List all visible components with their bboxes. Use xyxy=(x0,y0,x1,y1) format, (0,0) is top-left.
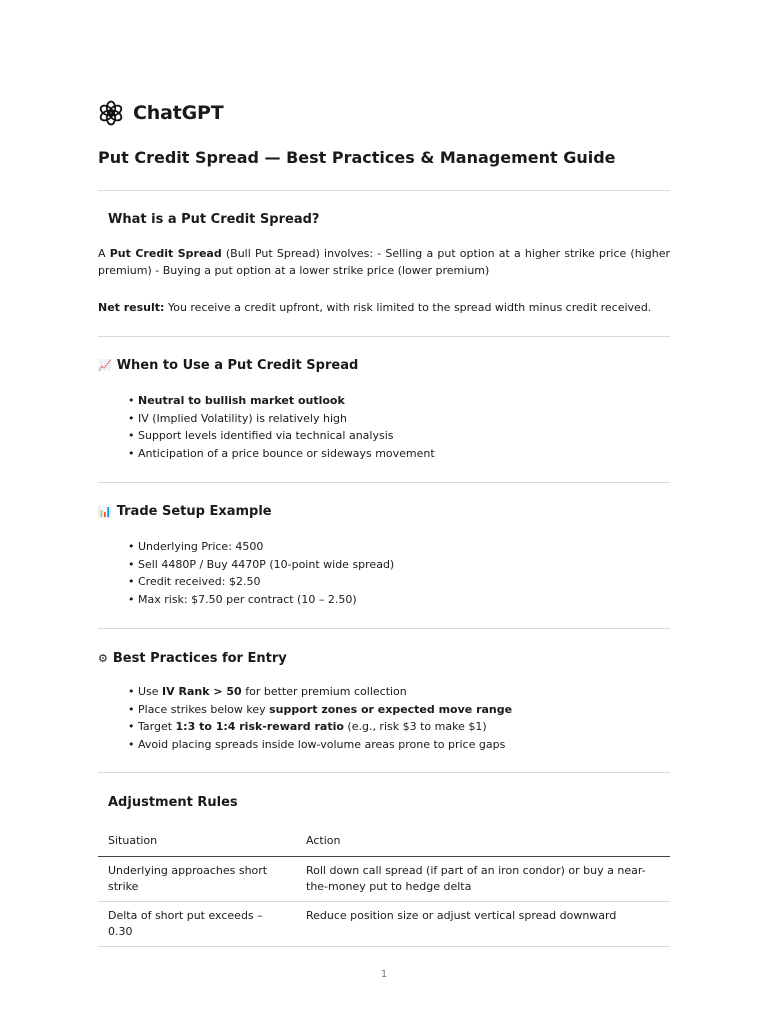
table-row xyxy=(98,902,670,947)
list-item: • IV (Implied Volatility) is relatively high xyxy=(128,410,435,428)
divider xyxy=(98,772,670,773)
list-item-text: Target xyxy=(138,720,176,733)
net-result-text: You receive a credit upfront, with risk limited to the spread width minus credit received. xyxy=(164,301,652,314)
table-cell: Reduce position size or adjust vertical spread downward xyxy=(296,902,670,947)
list-item xyxy=(128,736,512,754)
net-result-label: Net result: xyxy=(98,301,165,314)
when-to-use-list xyxy=(128,392,435,462)
list-item-text: for better premium collection xyxy=(241,685,407,698)
section-heading-text: Best Practices for Entry xyxy=(112,651,287,666)
table-row xyxy=(98,857,670,902)
list-item: • Sell 4480P / Buy 4470P (10-point wide spread) xyxy=(128,556,394,574)
section-heading-text: Trade Setup Example xyxy=(116,504,272,519)
list-item: • Credit received: $2.50 xyxy=(128,573,394,591)
divider xyxy=(98,190,670,191)
section-heading-best-practices xyxy=(98,651,287,666)
section-heading-trade-setup xyxy=(98,504,272,519)
intro-rest: (Bull Put Spread) involves: - Selling a put option at a higher strike price (higher premium) - Buying a put option at a lower strike price (lower premium) xyxy=(98,247,670,277)
list-item: • Anticipation of a price bounce or sideways movement xyxy=(128,445,435,463)
list-item-bold: support zones or expected move range xyxy=(269,702,513,716)
divider xyxy=(98,628,670,629)
adjustment-table xyxy=(98,826,670,947)
list-item-bold: 1:3 to 1:4 risk-reward ratio xyxy=(175,720,344,733)
list-item: • Max risk: $7.50 per contract (10 – 2.50) xyxy=(128,591,394,609)
column-header: Situation xyxy=(98,826,296,857)
trade-setup-list xyxy=(128,538,394,608)
bar-chart-icon: 📊 xyxy=(98,505,112,518)
page-title: Put Credit Spread — Best Practices & Management Guide xyxy=(98,148,616,167)
section-heading-text: When to Use a Put Credit Spread xyxy=(116,358,359,373)
list-item xyxy=(128,683,512,701)
divider xyxy=(98,482,670,483)
chart-up-icon: 📈 xyxy=(98,359,112,372)
list-item-bold: IV Rank > 50 xyxy=(162,685,242,698)
intro-prefix: A xyxy=(98,247,110,260)
list-item xyxy=(128,718,512,736)
list-item xyxy=(128,701,512,719)
table-cell: Roll down call spread (if part of an iron condor) or buy a near-the-money put to hedge delta xyxy=(296,857,670,902)
section-heading-what-is: What is a Put Credit Spread? xyxy=(108,212,320,227)
table-cell: Delta of short put exceeds –0.30 xyxy=(98,902,296,947)
brand-name: ChatGPT xyxy=(133,102,224,124)
list-item: • Underlying Price: 4500 xyxy=(128,538,394,556)
net-result-paragraph xyxy=(98,299,670,316)
gear-icon: ⚙ xyxy=(98,652,108,665)
list-item xyxy=(128,392,435,410)
column-header: Action xyxy=(296,826,670,857)
list-item-text: Avoid placing spreads inside low-volume areas prone to price gaps xyxy=(138,737,506,751)
list-item: • Support levels identified via technical analysis xyxy=(128,427,435,445)
page-number: 1 xyxy=(380,969,388,980)
table-header-row xyxy=(98,826,670,857)
intro-paragraph xyxy=(98,245,670,279)
header xyxy=(98,100,223,126)
best-practices-list xyxy=(128,683,512,753)
list-item-text: Use xyxy=(138,685,163,698)
list-item-text: Neutral to bullish market outlook xyxy=(138,394,345,407)
section-heading-when-to-use xyxy=(98,358,358,373)
table-cell: Underlying approaches short strike xyxy=(98,857,296,902)
intro-bold: Put Credit Spread xyxy=(109,247,222,260)
list-item-text: Place strikes below key xyxy=(138,702,270,716)
openai-logo-icon xyxy=(98,100,124,126)
section-heading-adjustment: Adjustment Rules xyxy=(108,795,238,810)
list-item-text: (e.g., risk $3 to make $1) xyxy=(343,720,487,733)
divider xyxy=(98,336,670,337)
